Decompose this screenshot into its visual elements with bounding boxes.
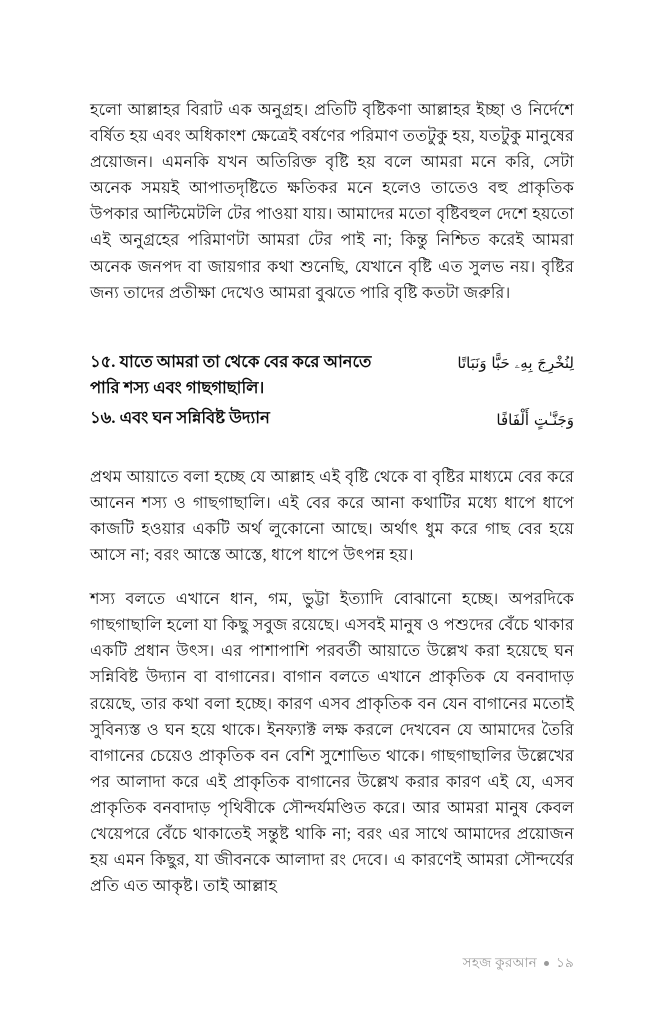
verse-row bbox=[90, 349, 574, 401]
footer-book-title: সহজ কুরআন bbox=[462, 955, 537, 970]
page-content bbox=[90, 98, 574, 900]
footer-separator-dot-icon bbox=[544, 961, 549, 966]
spacer-after-verses bbox=[90, 433, 574, 465]
verse-row bbox=[90, 405, 574, 433]
spacer-between-paragraphs bbox=[90, 569, 574, 587]
verse-arabic-16: وَجَنَّـٰتٍ أَلْفَافًا bbox=[496, 410, 574, 429]
verse-translation-16 bbox=[90, 405, 270, 431]
body-paragraph-2: প্রথম আয়াতে বলা হচ্ছে যে আল্লাহ এই বৃষ্টি থেকে বা বৃষ্টির মাধ্যমে বের করে আনেন শস্য ও গাছগাছালি। এই বের করে আনা কথাটির মধ্যে ধাপে ধাপে কাজটি হওয়ার একটি অর্থ লুকোনো আছে। অর্থাৎ ধুম করে গাছ বের হয়ে আসে না; বরং আস্তে আস্তে, ধাপে ধাপে উৎপন্ন হয়। bbox=[90, 468, 574, 565]
page-footer bbox=[463, 954, 574, 972]
verse-number-16: ১৬. bbox=[90, 407, 116, 427]
verse-translation-text-15: যাতে আমরা তা থেকে বের করে আনতে পারি শস্য এবং গাছগাছালি। bbox=[90, 351, 372, 397]
quran-verse-block bbox=[90, 349, 574, 433]
verse-number-15: ১৫. bbox=[90, 351, 116, 371]
footer-page-number: ১৯ bbox=[555, 955, 574, 970]
verse-arabic-15: لِنُخْرِجَ بِهِۦ حَبًّا وَنَبَاتًا bbox=[457, 353, 574, 372]
body-paragraph-1: হলো আল্লাহর বিরাট এক অনুগ্রহ। প্রতিটি বৃষ্টিকণা আল্লাহর ইচ্ছা ও নির্দেশে বর্ষিত হয় এবং অধিকাংশ ক্ষেত্রেই বর্ষণের পরিমাণ ততটুকু হয়, যতটুকু মানুষের প্রয়োজন। এমনকি যখন অতিরিক্ত বৃষ্টি হয় বলে আমরা মনে করি, সেটা অনেক সময়ই আপাতদৃষ্টিতে ক্ষতিকর মনে হলেও তাতেও বহু প্রাকৃতিক উপকার আল্টিমেটলি টের পাওয়া যায়। আমাদের মতো বৃষ্টিবহুল দেশে হয়তো এই অনুগ্রহের পরিমাণটা আমরা টের পাই না; কিন্তু নিশ্চিত করেই আমরা অনেক জনপদ বা জায়গার কথা শুনেছি, যেখানে বৃষ্টি এত সুলভ নয়। বৃষ্টির জন্য তাদের প্রতীক্ষা দেখেও আমরা বুঝতে পারি বৃষ্টি কতটা জরুরি। bbox=[90, 102, 574, 302]
verse-translation-15 bbox=[90, 349, 390, 401]
spacer-after-paragraph-1 bbox=[90, 307, 574, 349]
verse-translation-text-16: এবং ঘন সন্নিবিষ্ট উদ্যান bbox=[119, 407, 270, 427]
body-paragraph-3: শস্য বলতে এখানে ধান, গম, ভুট্টা ইত্যাদি বোঝানো হচ্ছে। অপরদিকে গাছগাছালি হলো যা কিছু সবুজ রয়েছে। এসবই মানুষ ও পশুদের বেঁচে থাকার একটি প্রধান উৎস। এর পাশাপাশি পরবর্তী আয়াতে উল্লেখ করা হয়েছে ঘন সন্নিবিষ্ট উদ্যান বা বাগানের। বাগান বলতে এখানে প্রাকৃতিক যে বনবাদাড় রয়েছে, তার কথা বলা হচ্ছে। কারণ এসব প্রাকৃতিক বন যেন বাগানের মতোই সুবিন্যস্ত ও ঘন হয়ে থাকে। ইনফ্যাক্ট লক্ষ করলে দেখবেন যে আমাদের তৈরি বাগানের চেয়েও প্রাকৃতিক বন বেশি সুশোভিত থাকে। গাছগাছালির উল্লেখের পর আলাদা করে এই প্রাকৃতিক বাগানের উল্লেখ করার কারণ এই যে, এসব প্রাকৃতিক বনবাদাড় পৃথিবীকে সৌন্দর্যমণ্ডিত করে। আর আমরা মানুষ কেবল খেয়েপরে বেঁচে থাকাতেই সন্তুষ্ট থাকি না; বরং এর সাথে আমাদের প্রয়োজন হয় এমন কিছুর, যা জীবনকে আলাদা রং দেবে। এ কারণেই আমরা সৌন্দর্যের প্রতি এত আকৃষ্ট। তাই আল্লাহ bbox=[90, 591, 574, 896]
